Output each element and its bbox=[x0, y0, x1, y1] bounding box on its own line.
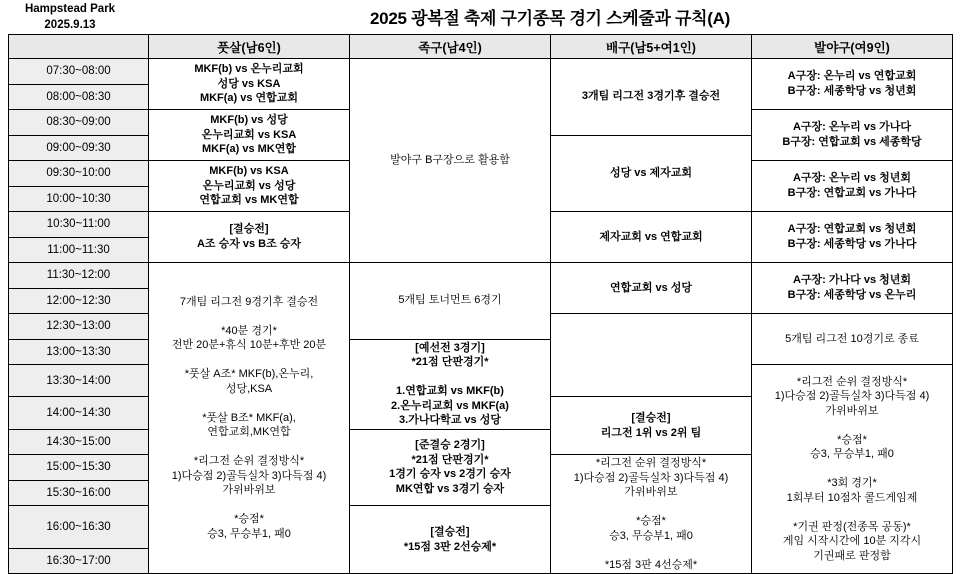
cell-line: [예선전 3경기] bbox=[415, 341, 485, 354]
futsal-cell bbox=[149, 110, 350, 161]
cell-line bbox=[152, 498, 346, 513]
soccer-cell bbox=[350, 339, 551, 429]
cell-line: 전반 20분+휴식 10분+후반 20분 bbox=[171, 339, 327, 352]
cell-line: A구장: 가나다 vs 청년회 bbox=[792, 274, 912, 287]
venue-name: Hampstead Park bbox=[24, 3, 116, 15]
cell-line: 승3, 무승부1, 패0 bbox=[810, 448, 894, 461]
jokgu-cell bbox=[752, 161, 953, 212]
time-slot: 14:30~15:00 bbox=[9, 429, 149, 455]
cell-line: 1회부터 10점차 콜드게임제 bbox=[786, 491, 918, 504]
cell-line: *15점 3판 4선승제* bbox=[604, 558, 698, 571]
time-slot: 11:30~12:00 bbox=[9, 263, 149, 289]
cell-line: 3.가나다학교 vs 성당 bbox=[399, 414, 501, 427]
cell-line: 승3, 무승부1, 패0 bbox=[207, 527, 291, 540]
cell-line: 1경기 승자 vs 2경기 승자 bbox=[389, 468, 511, 481]
cell-line: *풋살 B조* MKF(a), bbox=[202, 411, 296, 424]
cell-line: *리그전 순위 결정방식* bbox=[193, 455, 305, 468]
cell-line: B구장: 세종학당 vs 온누리 bbox=[787, 289, 917, 301]
volleyball-cell bbox=[551, 455, 752, 574]
cell-line bbox=[152, 309, 346, 324]
column-header-jokgu: 발야구(여9인) bbox=[752, 35, 953, 59]
jokgu-cell bbox=[752, 110, 953, 161]
cell-line: B구장: 세종학당 vs 가나다 bbox=[787, 238, 917, 250]
venue-info bbox=[0, 0, 140, 33]
cell-line: 성당 vs 제자교회 bbox=[609, 166, 693, 179]
cell-line: MKF(b) vs 온누리교회 bbox=[194, 63, 304, 76]
cell-line: B구장: 연합교회 vs 세종학당 bbox=[782, 136, 922, 148]
cell-line: 온누리교회 vs 성당 bbox=[202, 179, 296, 192]
cell-line: 5개팀 리그전 10경기로 종료 bbox=[785, 332, 919, 345]
cell-line: 1)다승점 2)골득실차 3)다득점 4) bbox=[573, 471, 729, 484]
soccer-cell bbox=[350, 263, 551, 340]
venue-date: 2025.9.13 bbox=[44, 18, 96, 31]
cell-line: 연합교회,MK연합 bbox=[207, 426, 291, 439]
time-slot: 12:00~12:30 bbox=[9, 288, 149, 314]
cell-line: B구장: 세종학당 vs 청년회 bbox=[787, 85, 917, 97]
cell-line: A구장: 온누리 vs 가나다 bbox=[792, 121, 912, 134]
futsal-cell bbox=[149, 212, 350, 263]
cell-line: 가위바위보 bbox=[222, 484, 276, 497]
cell-line: MKF(b) vs 성당 bbox=[210, 114, 288, 127]
cell-line: MKF(a) vs MK연합 bbox=[202, 143, 296, 156]
cell-line: *21점 단판경기* bbox=[411, 453, 489, 466]
table-body bbox=[9, 59, 953, 574]
table-row bbox=[9, 59, 953, 85]
time-slot: 12:30~13:00 bbox=[9, 314, 149, 340]
cell-line: *리그전 순위 결정방식* bbox=[595, 457, 707, 470]
cell-line: MKF(b) vs KSA bbox=[209, 165, 289, 178]
time-slot: 14:00~14:30 bbox=[9, 397, 149, 429]
cell-line: 가위바위보 bbox=[624, 486, 678, 499]
cell-line: A구장: 온누리 vs 연합교회 bbox=[787, 70, 917, 83]
jokgu-cell bbox=[752, 212, 953, 263]
cell-line bbox=[554, 543, 748, 558]
cell-line bbox=[554, 500, 748, 515]
futsal-cell bbox=[149, 59, 350, 110]
time-slot: 08:30~09:00 bbox=[9, 110, 149, 136]
cell-line: *21점 단판경기* bbox=[411, 356, 489, 369]
cell-line: 연합교회 vs 성당 bbox=[609, 281, 693, 294]
cell-line bbox=[755, 462, 949, 477]
jokgu-cell bbox=[752, 314, 953, 365]
cell-line: A구장: 온누리 vs 청년회 bbox=[792, 172, 912, 185]
cell-line: 가위바위보 bbox=[825, 404, 879, 417]
cell-line: 7개팀 리그전 9경기후 결승전 bbox=[179, 295, 319, 308]
cell-line: 2.온누리교회 vs MKF(a) bbox=[391, 399, 509, 412]
time-slot: 13:00~13:30 bbox=[9, 339, 149, 365]
time-slot: 09:30~10:00 bbox=[9, 161, 149, 187]
cell-line: 리그전 1위 vs 2위 팀 bbox=[600, 426, 702, 439]
cell-line bbox=[755, 505, 949, 520]
cell-line: *승점* bbox=[837, 433, 867, 446]
volleyball-cell bbox=[551, 212, 752, 263]
schedule-table bbox=[8, 34, 953, 574]
column-header-time bbox=[9, 35, 149, 59]
cell-line: 성당 vs KSA bbox=[217, 77, 281, 90]
cell-line: *풋살 A조* MKF(b),온누리, bbox=[184, 368, 314, 381]
cell-line: 게임 시작시간에 10분 지각시 bbox=[782, 535, 922, 548]
volleyball-cell bbox=[551, 397, 752, 455]
jokgu-cell bbox=[752, 263, 953, 314]
cell-line: [결승전] bbox=[430, 526, 470, 539]
jokgu-cell bbox=[752, 59, 953, 110]
cell-line: 1)다승점 2)골득실차 3)다득점 4) bbox=[774, 390, 930, 403]
time-slot: 09:00~09:30 bbox=[9, 135, 149, 161]
cell-line: 5개팀 토너먼트 6경기 bbox=[398, 294, 502, 307]
cell-line: *리그전 순위 결정방식* bbox=[796, 375, 908, 388]
cell-line: *15점 3판 2선승제* bbox=[403, 540, 497, 553]
futsal-cell bbox=[149, 161, 350, 212]
cell-line: A조 승자 vs B조 승자 bbox=[196, 238, 302, 250]
time-slot: 15:30~16:00 bbox=[9, 480, 149, 506]
time-slot: 13:30~14:00 bbox=[9, 365, 149, 397]
cell-line: 1)다승점 2)골득실차 3)다득점 4) bbox=[171, 469, 327, 482]
time-slot: 15:00~15:30 bbox=[9, 455, 149, 481]
cell-line: *승점* bbox=[636, 515, 666, 528]
column-header-soccer: 족구(남4인) bbox=[350, 35, 551, 59]
volleyball-cell bbox=[551, 59, 752, 136]
time-slot: 08:00~08:30 bbox=[9, 84, 149, 110]
cell-line: [준결승 2경기] bbox=[415, 439, 485, 452]
cell-line bbox=[755, 418, 949, 433]
cell-line: B구장: 연합교회 vs 가나다 bbox=[787, 187, 917, 199]
soccer-cell bbox=[350, 429, 551, 506]
cell-line: 1.연합교회 vs MKF(b) bbox=[396, 385, 504, 398]
volleyball-cell bbox=[551, 135, 752, 212]
table-header-row bbox=[9, 35, 953, 59]
table-row bbox=[9, 263, 953, 289]
time-slot: 07:30~08:00 bbox=[9, 59, 149, 85]
time-slot: 10:00~10:30 bbox=[9, 186, 149, 212]
cell-line bbox=[152, 396, 346, 411]
cell-line: [결승전] bbox=[229, 223, 269, 236]
cell-line bbox=[152, 353, 346, 368]
time-slot: 16:30~17:00 bbox=[9, 548, 149, 574]
jokgu-cell bbox=[752, 365, 953, 574]
cell-line: [결승전] bbox=[631, 412, 671, 425]
time-slot: 16:00~16:30 bbox=[9, 506, 149, 549]
cell-line: MKF(a) vs 연합교회 bbox=[199, 92, 299, 105]
soccer-cell bbox=[350, 506, 551, 574]
cell-line: *40분 경기* bbox=[221, 324, 277, 337]
cell-line: A구장: 연합교회 vs 청년회 bbox=[787, 223, 917, 236]
time-slot: 10:30~11:00 bbox=[9, 212, 149, 238]
column-header-futsal: 풋살(남6인) bbox=[149, 35, 350, 59]
soccer-cell bbox=[350, 59, 551, 263]
cell-line: 3개팀 리그전 3경기후 결승전 bbox=[581, 90, 721, 103]
page-title: 2025 광복절 축제 구기종목 경기 스케줄과 규칙(A) bbox=[370, 9, 730, 28]
futsal-cell bbox=[149, 263, 350, 574]
cell-line: 연합교회 vs MK연합 bbox=[199, 194, 299, 207]
cell-line: 승3, 무승부1, 패0 bbox=[609, 529, 693, 542]
column-header-volleyball: 배구(남5+여1인) bbox=[551, 35, 752, 59]
cell-line: *기권 판정(전종목 공동)* bbox=[793, 520, 911, 533]
volleyball-cell bbox=[551, 263, 752, 314]
cell-line: 발야구 B구장으로 활용함 bbox=[390, 154, 510, 167]
time-slot: 11:00~11:30 bbox=[9, 237, 149, 263]
cell-line: 제자교회 vs 연합교회 bbox=[599, 230, 703, 243]
page-header bbox=[0, 0, 960, 34]
cell-line: MK연합 vs 3경기 승자 bbox=[395, 482, 505, 495]
volleyball-cell bbox=[551, 314, 752, 397]
cell-line: *3회 경기* bbox=[827, 477, 877, 490]
cell-line: 기권패로 판정함 bbox=[813, 549, 891, 562]
cell-line bbox=[554, 348, 748, 363]
cell-line bbox=[353, 370, 547, 385]
cell-line: 성당,KSA bbox=[225, 382, 273, 395]
cell-line: 온누리교회 vs KSA bbox=[201, 128, 297, 141]
cell-line: *승점* bbox=[234, 513, 264, 526]
cell-line bbox=[152, 440, 346, 455]
